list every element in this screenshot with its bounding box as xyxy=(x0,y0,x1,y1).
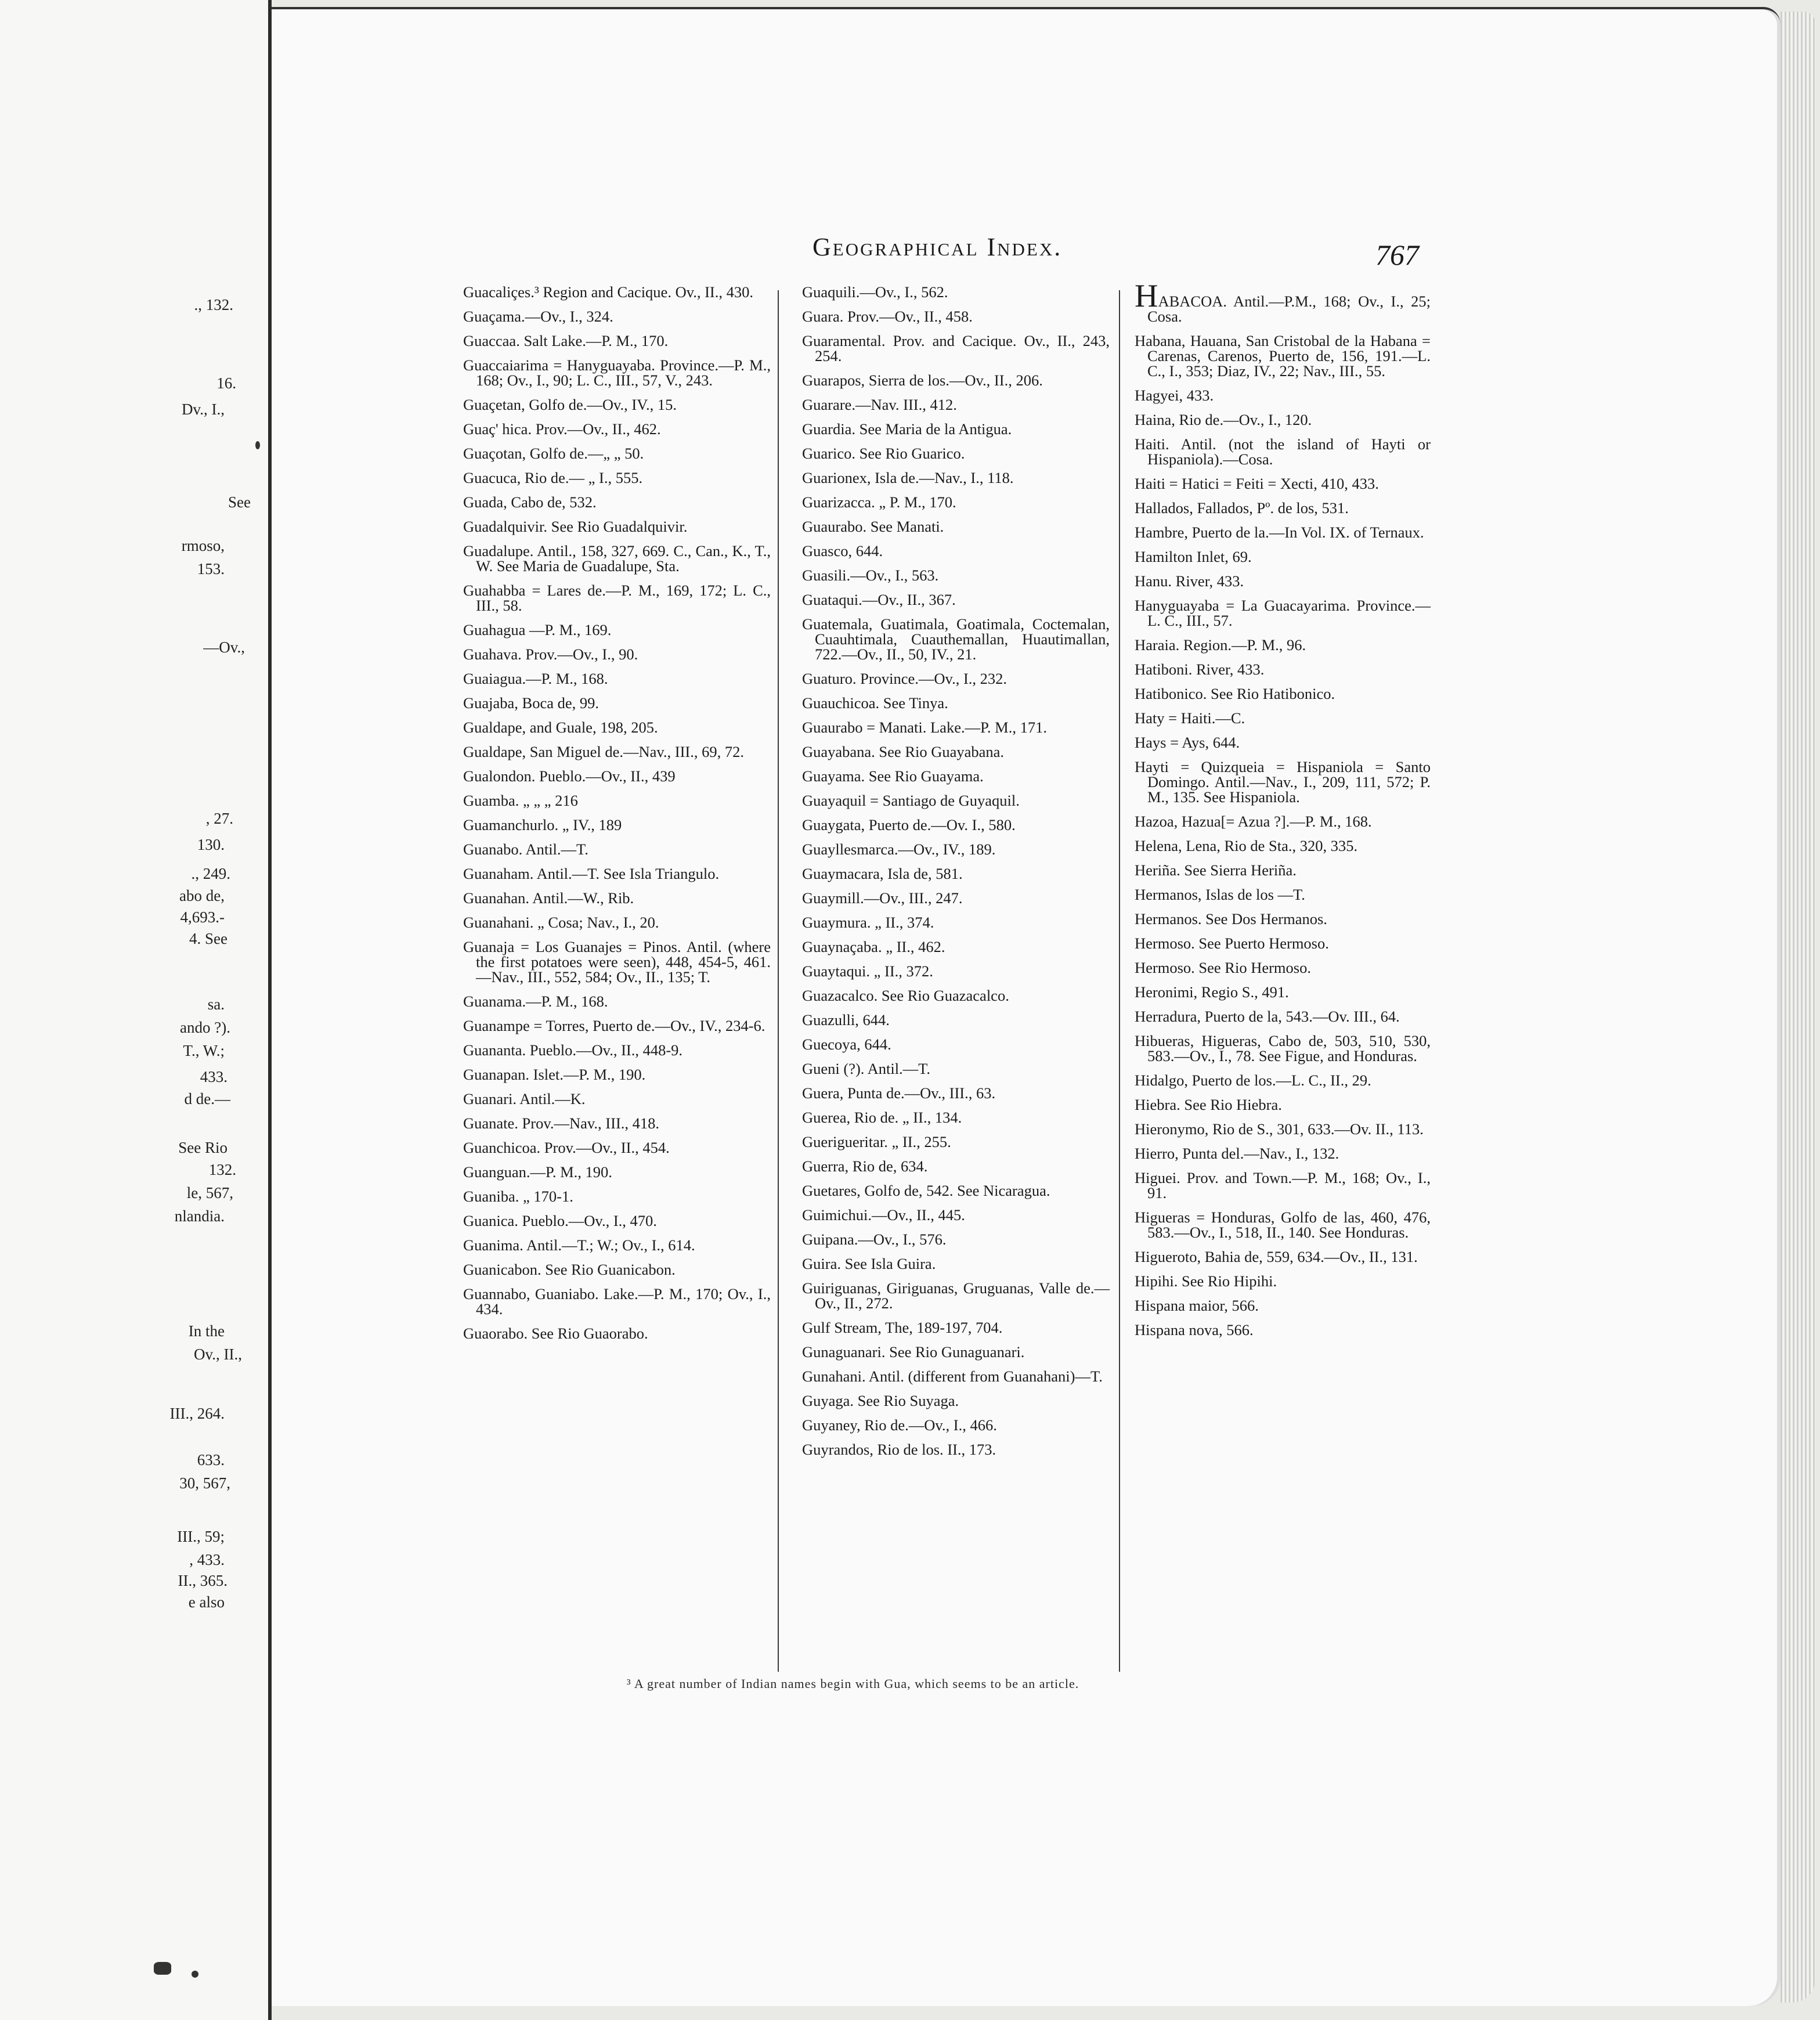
index-entry: Guerea, Rio de. „ II., 134. xyxy=(802,1109,962,1126)
index-entry: Gualdape, and Guale, 198, 205. xyxy=(463,719,658,736)
index-column-2 xyxy=(802,284,1110,1466)
index-entry: Guaymill.—Ov., III., 247. xyxy=(802,889,963,907)
index-entry: Guaquili.—Ov., I., 562. xyxy=(802,283,948,301)
index-entry: Hermanos. See Dos Hermanos. xyxy=(1135,910,1327,928)
left-page-fragment: In the xyxy=(188,1322,225,1340)
index-entry: Hatiboni. River, 433. xyxy=(1135,661,1265,678)
index-entry: Hanu. River, 433. xyxy=(1135,572,1244,590)
index-entry: Hambre, Puerto de la.—In Vol. IX. of Ternaux. xyxy=(1135,524,1424,541)
index-entry: Guacaliçes.³ Region and Cacique. Ov., II., 430. xyxy=(463,283,754,301)
page-number: 767 xyxy=(1375,239,1419,271)
index-entry: Guahabba = Lares de.—P. M., 169, 172; L. C., III., 58. xyxy=(463,582,771,614)
index-entry: Guaynaçaba. „ II., 462. xyxy=(802,938,945,955)
index-entry: Guayama. See Rio Guayama. xyxy=(802,767,984,785)
index-entry: Hispana maior, 566. xyxy=(1135,1297,1259,1314)
left-page-fragment: Ov., II., xyxy=(194,1346,242,1363)
index-entry: Guahagua —P. M., 169. xyxy=(463,621,612,639)
index-entry: Guetares, Golfo de, 542. See Nicaragua. xyxy=(802,1182,1050,1199)
index-entry: Guera, Punta de.—Ov., III., 63. xyxy=(802,1084,996,1102)
index-entry: Heriña. See Sierra Heriña. xyxy=(1135,861,1297,879)
index-entry: Guaurabo = Manati. Lake.—P. M., 171. xyxy=(802,719,1047,736)
running-head: Geographical Index. xyxy=(813,233,1063,261)
index-entry: Guaygata, Puerto de.—Ov. I., 580. xyxy=(802,816,1016,834)
index-entry: Hermoso. See Rio Hermoso. xyxy=(1135,959,1311,976)
index-entry: Hagyei, 433. xyxy=(1135,387,1214,404)
index-entry: Hierro, Punta del.—Nav., I., 132. xyxy=(1135,1145,1339,1162)
index-entry: Guauchicoa. See Tinya. xyxy=(802,694,948,712)
index-entry: Higueroto, Bahia de, 559, 634.—Ov., II., 131. xyxy=(1135,1248,1418,1265)
index-entry: Hazoa, Hazua[= Azua ?].—P. M., 168. xyxy=(1135,813,1372,830)
index-entry: Gunahani. Antil. (different from Guanahani)—T. xyxy=(802,1368,1103,1385)
index-entry: Guarizacca. „ P. M., 170. xyxy=(802,493,956,511)
ink-spot xyxy=(255,441,260,449)
index-entry: Hipihi. See Rio Hipihi. xyxy=(1135,1272,1277,1290)
index-entry: Guanahan. Antil.—W., Rib. xyxy=(463,889,634,907)
index-entry: Guyrandos, Rio de los. II., 173. xyxy=(802,1441,996,1458)
index-entry: Guara. Prov.—Ov., II., 458. xyxy=(802,308,973,325)
index-entry: Guayllesmarca.—Ov., IV., 189. xyxy=(802,841,996,858)
index-entry: Guanguan.—P. M., 190. xyxy=(463,1163,612,1181)
index-entry: Guarico. See Rio Guarico. xyxy=(802,445,965,462)
index-entry: Guimichui.—Ov., II., 445. xyxy=(802,1206,965,1224)
left-page-fragment: sa. xyxy=(207,995,225,1013)
index-entry: Guarare.—Nav. III., 412. xyxy=(802,396,957,413)
left-page-fragment: T., W.; xyxy=(183,1042,225,1059)
index-entry: Guanaja = Los Guanajes = Pinos. Antil. (where the first potatoes were seen), 448, 454-5, 461.—Nav., III., 552, 584; Ov., II., 135; T. xyxy=(463,938,771,986)
index-entry: Hays = Ays, 644. xyxy=(1135,734,1240,751)
index-entry: Herradura, Puerto de la, 543.—Ov. III., 64. xyxy=(1135,1008,1400,1025)
index-entry: Guanica. Pueblo.—Ov., I., 470. xyxy=(463,1212,657,1229)
index-entry: Guatemala, Guatimala, Goatimala, Coctemalan, Cuauhtimala, Cuauthemallan, Huautimallan, 722.—Ov., II., 50, IV., 21. xyxy=(802,615,1110,663)
index-entry: Guanahani. „ Cosa; Nav., I., 20. xyxy=(463,914,659,931)
index-entry: Higuei. Prov. and Town.—P. M., 168; Ov., I., 91. xyxy=(1135,1169,1431,1202)
left-page-fragment: 16. xyxy=(216,374,236,392)
index-entry: Guacuca, Rio de.— „ I., 555. xyxy=(463,469,643,486)
index-entry: Guaymacara, Isla de, 581. xyxy=(802,865,963,882)
index-entry: Guaytaqui. „ II., 372. xyxy=(802,962,933,980)
index-entry: Guazacalco. See Rio Guazacalco. xyxy=(802,987,1009,1004)
ink-spot xyxy=(192,1971,198,1978)
index-entry: Guaçama.—Ov., I., 324. xyxy=(463,308,613,325)
column-rule xyxy=(778,290,779,1672)
index-entry: Haiti = Hatici = Feiti = Xecti, 410, 433. xyxy=(1135,475,1379,492)
left-page-fragment: 153. xyxy=(197,560,225,578)
index-entry: Guajaba, Boca de, 99. xyxy=(463,694,599,712)
index-entry: Guanaham. Antil.—T. See Isla Triangulo. xyxy=(463,865,720,882)
left-page-fragment: Dv., I., xyxy=(182,401,225,418)
index-entry: Gueni (?). Antil.—T. xyxy=(802,1060,931,1077)
index-entry: Guaçotan, Golfo de.—„ „ 50. xyxy=(463,445,644,462)
index-entry: Guaniba. „ 170-1. xyxy=(463,1188,573,1205)
index-entry: Guiriguanas, Giriguanas, Gruguanas, Valle de.—Ov., II., 272. xyxy=(802,1279,1110,1312)
index-entry: Guanapan. Islet.—P. M., 190. xyxy=(463,1066,646,1083)
left-page-fragment: See xyxy=(228,493,251,511)
index-entry: Haty = Haiti.—C. xyxy=(1135,709,1245,727)
left-page-fragment: III., 59; xyxy=(177,1528,225,1545)
left-page-fragment: , 433. xyxy=(189,1551,225,1568)
index-entry: Guananta. Pueblo.—Ov., II., 448-9. xyxy=(463,1041,683,1059)
index-entry: Guira. See Isla Guira. xyxy=(802,1255,936,1272)
index-entry: Guipana.—Ov., I., 576. xyxy=(802,1231,947,1248)
index-entry: Hamilton Inlet, 69. xyxy=(1135,548,1252,565)
index-entry: Guayaquil = Santiago de Guyaquil. xyxy=(802,792,1020,809)
index-entry: Guanabo. Antil.—T. xyxy=(463,841,588,858)
index-entry: Guamba. „ „ „ 216 xyxy=(463,792,578,809)
index-entry: Guanampe = Torres, Puerto de.—Ov., IV., 234-6. xyxy=(463,1017,765,1034)
index-entry: Guaramental. Prov. and Cacique. Ov., II., 243, 254. xyxy=(802,332,1110,365)
index-entry: Hidalgo, Puerto de los.—L. C., II., 29. xyxy=(1135,1072,1371,1089)
index-entry: Guasili.—Ov., I., 563. xyxy=(802,567,939,584)
footnote: ³ A great number of Indian names begin with Gua, which seems to be an article. xyxy=(627,1676,1079,1691)
index-entry: Guahava. Prov.—Ov., I., 90. xyxy=(463,645,638,663)
ink-spot xyxy=(154,1962,171,1975)
index-entry: HABACOA. Antil.—P.M., 168; Ov., I., 25; Cosa. xyxy=(1135,278,1431,325)
left-page-fragment: —Ov., xyxy=(203,639,245,656)
index-entry: Guazulli, 644. xyxy=(802,1011,890,1029)
index-column-3 xyxy=(1135,278,1431,1347)
left-page-fragment: e also xyxy=(188,1593,225,1611)
index-entry: Hanyguayaba = La Guacayarima. Province.—L. C., III., 57. xyxy=(1135,597,1431,629)
left-page-fragment: 4,693.- xyxy=(180,908,225,926)
left-page-fragment: 30, 567, xyxy=(179,1474,230,1492)
column-rule xyxy=(1119,290,1120,1672)
index-entry: Gualondon. Pueblo.—Ov., II., 439 xyxy=(463,767,676,785)
left-page-fragment: ., 249. xyxy=(191,865,230,882)
index-entry: Guaorabo. See Rio Guaorabo. xyxy=(463,1325,648,1342)
left-page-fragment: III., 264. xyxy=(169,1405,225,1422)
index-entry: Guadalupe. Antil., 158, 327, 669. C., Can., K., T., W. See Maria de Guadalupe, Sta. xyxy=(463,542,771,575)
index-entry: Guannabo, Guaniabo. Lake.—P. M., 170; Ov., I., 434. xyxy=(463,1285,771,1318)
index-entry: Guanicabon. See Rio Guanicabon. xyxy=(463,1261,676,1278)
index-entry: Hieronymo, Rio de S., 301, 633.—Ov. II., 113. xyxy=(1135,1120,1424,1138)
left-page-fragment: rmoso, xyxy=(181,537,225,554)
left-page-fragment: d de.— xyxy=(184,1090,230,1108)
index-entry: Guanate. Prov.—Nav., III., 418. xyxy=(463,1114,660,1132)
left-page-fragment: 433. xyxy=(200,1068,228,1085)
index-entry: Guaymura. „ II., 374. xyxy=(802,914,934,931)
previous-page-edge xyxy=(0,0,272,2020)
index-entry: Guataqui.—Ov., II., 367. xyxy=(802,591,956,608)
index-entry: Guanima. Antil.—T.; W.; Ov., I., 614. xyxy=(463,1236,695,1254)
left-page-fragment: ., 132. xyxy=(194,296,233,313)
index-entry: Haraia. Region.—P. M., 96. xyxy=(1135,636,1306,654)
index-entry: Hermoso. See Puerto Hermoso. xyxy=(1135,935,1329,952)
index-entry: Guayabana. See Rio Guayabana. xyxy=(802,743,1005,760)
index-entry: Guarionex, Isla de.—Nav., I., 118. xyxy=(802,469,1014,486)
index-entry: Guardia. See Maria de la Antigua. xyxy=(802,420,1012,438)
index-entry: Hispana nova, 566. xyxy=(1135,1321,1254,1339)
index-entry: Hibueras, Higueras, Cabo de, 503, 510, 530, 583.—Ov., I., 78. See Figue, and Honduras. xyxy=(1135,1032,1431,1065)
index-entry: Gunaguanari. See Rio Gunaguanari. xyxy=(802,1343,1025,1361)
left-page-fragment: ando ?). xyxy=(180,1019,230,1036)
index-entry: Hayti = Quizqueia = Hispaniola = Santo Domingo. Antil.—Nav., I., 209, 111, 572; P. M., 135. See Hispaniola. xyxy=(1135,758,1431,806)
left-page-fragment: 633. xyxy=(197,1451,225,1469)
index-entry: Guerra, Rio de, 634. xyxy=(802,1157,928,1175)
index-entry: Higueras = Honduras, Golfo de las, 460, 476, 583.—Ov., I., 518, II., 140. See Honduras. xyxy=(1135,1209,1431,1241)
index-entry: Guecoya, 644. xyxy=(802,1036,891,1053)
index-entry: Helena, Lena, Rio de Sta., 320, 335. xyxy=(1135,837,1358,854)
index-entry: Haina, Rio de.—Ov., I., 120. xyxy=(1135,411,1312,428)
index-entry: Hallados, Fallados, Pº. de los, 531. xyxy=(1135,499,1349,517)
index-entry: Guaccaiarima = Hanyguayaba. Province.—P. M., 168; Ov., I., 90; L. C., III., 57, V., 243. xyxy=(463,356,771,389)
left-page-fragment: II., 365. xyxy=(178,1572,228,1589)
index-entry: Gualdape, San Miguel de.—Nav., III., 69, 72. xyxy=(463,743,745,760)
index-entry: Guaç' hica. Prov.—Ov., II., 462. xyxy=(463,420,661,438)
index-entry: Guaiagua.—P. M., 168. xyxy=(463,670,608,687)
index-entry: Hermanos, Islas de los —T. xyxy=(1135,886,1305,903)
index-entry: Guyaney, Rio de.—Ov., I., 466. xyxy=(802,1416,997,1434)
index-entry: Guarapos, Sierra de los.—Ov., II., 206. xyxy=(802,371,1043,389)
index-entry: Guaturo. Province.—Ov., I., 232. xyxy=(802,670,1008,687)
index-entry: Guanari. Antil.—K. xyxy=(463,1090,586,1108)
left-page-fragment: 132. xyxy=(208,1161,236,1178)
index-entry: Guanchicoa. Prov.—Ov., II., 454. xyxy=(463,1139,670,1156)
index-entry: Guadalquivir. See Rio Guadalquivir. xyxy=(463,518,688,535)
left-page-fragment: 130. xyxy=(197,836,225,853)
index-entry: Guasco, 644. xyxy=(802,542,883,560)
left-page-fragment: nlandia. xyxy=(174,1207,225,1225)
left-page-fragment: abo de, xyxy=(179,887,225,904)
left-page-fragment: 4. See xyxy=(189,930,228,947)
index-entry: Guaçetan, Golfo de.—Ov., IV., 15. xyxy=(463,396,677,413)
left-page-fragment: , 27. xyxy=(205,810,233,827)
index-entry: Guyaga. See Rio Suyaga. xyxy=(802,1392,959,1409)
index-entry: Hiebra. See Rio Hiebra. xyxy=(1135,1096,1282,1113)
index-entry: Guanama.—P. M., 168. xyxy=(463,993,608,1010)
index-entry: Guada, Cabo de, 532. xyxy=(463,493,597,511)
left-page-fragment: le, 567, xyxy=(186,1184,233,1202)
left-page-fragment: See Rio xyxy=(178,1139,228,1156)
index-entry: Gulf Stream, The, 189-197, 704. xyxy=(802,1319,1003,1336)
index-entry: Haiti. Antil. (not the island of Hayti or Hispaniola).—Cosa. xyxy=(1135,435,1431,468)
index-entry: Guaccaa. Salt Lake.—P. M., 170. xyxy=(463,332,669,349)
index-entry: Guerigueritar. „ II., 255. xyxy=(802,1133,951,1150)
index-entry: Guaurabo. See Manati. xyxy=(802,518,944,535)
index-entry: Habana, Hauana, San Cristobal de la Habana = Carenas, Carenos, Puerto de, 156, 191.—L. C., I., 353; Diaz, IV., 22; Nav., III., 55. xyxy=(1135,332,1431,380)
page-stack-edge xyxy=(1781,12,1815,2003)
index-entry: Heronimi, Regio S., 491. xyxy=(1135,983,1289,1001)
index-entry: Hatibonico. See Rio Hatibonico. xyxy=(1135,685,1335,702)
index-column-1 xyxy=(463,284,771,1350)
index-entry: Guamanchurlo. „ IV., 189 xyxy=(463,816,622,834)
